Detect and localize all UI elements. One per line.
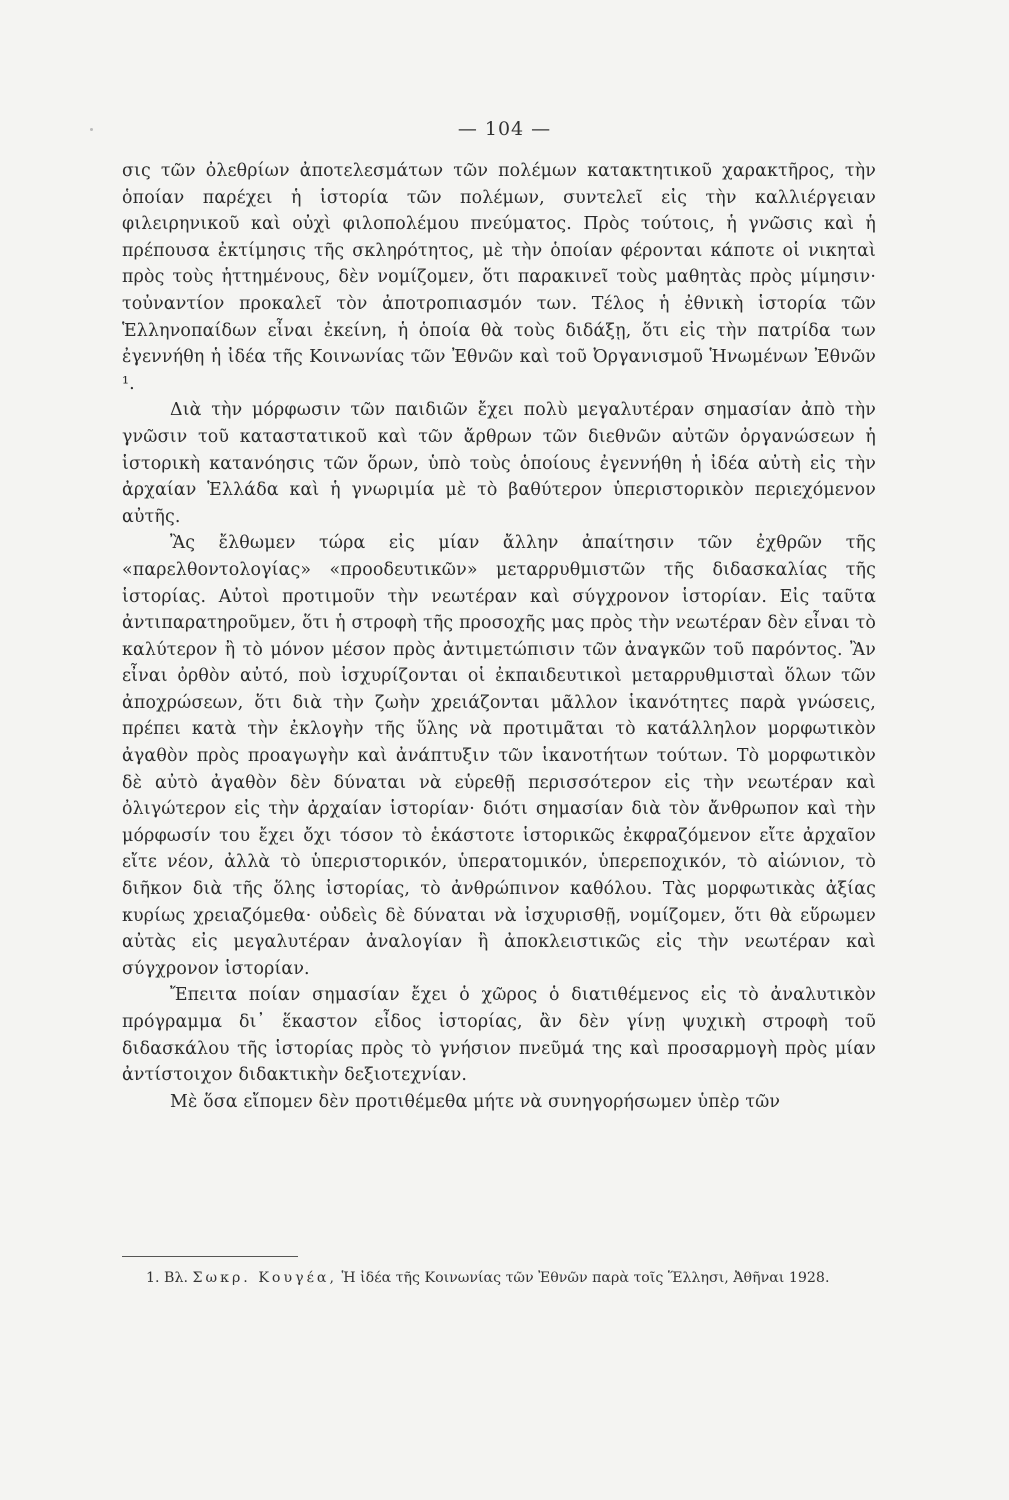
paragraph-1: σις τῶν ὀλεθρίων ἀποτελεσμάτων τῶν πολέμων κατακτητικοῦ χαρακτῆρος, τὴν ὁποίαν παρέχει ἡ ἱστορία τῶν πολέμων, συντελεῖ εἰς τὴν καλλιέργειαν φιλειρηνικοῦ καὶ οὐχὶ φιλοπολέμου πνεύματος. Πρὸς τούτοις, ἡ γνῶσις καὶ ἡ πρέπουσα ἐκτίμησις τῆς σκληρότητος, μὲ τὴν ὁποίαν φέρονται κάποτε οἱ νικηταὶ πρὸς τοὺς ἡττημένους, δὲν νομίζομεν, ὅτι παρακινεῖ τοὺς μαθητὰς πρὸς μίμησιν· τοὐναντίον προκαλεῖ τὸν ἀποτροπιασμόν των. Τέλος ἡ ἐθνικὴ ἱστορία τῶν Ἑλληνοπαίδων εἶναι ἐκείνη, ἡ ὁποία θὰ τοὺς διδάξῃ, ὅτι εἰς τὴν πατρίδα των ἐγεννήθη ἡ ἰδέα τῆς Κοινωνίας τῶν Ἐθνῶν καὶ τοῦ Ὀργανισμοῦ Ἡνωμένων Ἐθνῶν ¹. xyxy=(122,161,876,394)
paragraph-2: Διὰ τὴν μόρφωσιν τῶν παιδιῶν ἔχει πολὺ μεγαλυτέραν σημασίαν ἀπὸ τὴν γνῶσιν τοῦ καταστατικοῦ καὶ τῶν ἄρθρων τῶν διεθνῶν αὐτῶν ὀργανώσεων ἡ ἱστορικὴ κατανόησις τῶν ὅρων, ὑπὸ τοὺς ὁποίους ἐγεννήθη ἡ ἰδέα αὐτὴ εἰς τὴν ἀρχαίαν Ἑλλάδα καὶ ἡ γνωριμία μὲ τὸ βαθύτερον ὑπεριστορικὸν περιεχόμενον αὐτῆς. xyxy=(122,400,876,527)
body-text xyxy=(122,158,876,1115)
footnote-text: Ἡ ἰδέα τῆς Κοινωνίας τῶν Ἐθνῶν παρὰ τοῖς Ἕλλησι, Ἀθῆναι 1928. xyxy=(341,1270,830,1286)
footnote xyxy=(122,1267,876,1289)
footnote-divider xyxy=(122,1256,298,1257)
page-number: — 104 — xyxy=(457,118,552,140)
paragraph-4: Ἔπειτα ποίαν σημασίαν ἔχει ὁ χῶρος ὁ διατιθέμενος εἰς τὸ ἀναλυτικὸν πρόγραμμα δι᾿ ἕκαστον εἶδος ἱστορίας, ἂν δὲν γίνῃ ψυχικὴ στροφὴ τοῦ διδασκάλου τῆς ἱστορίας πρὸς τὸ γνήσιον πνεῦμά της καὶ προσαρμογὴ πρὸς μίαν ἀντίστοιχον διδακτικὴν δεξιοτεχνίαν. xyxy=(122,985,876,1086)
footnote-marker: 1. Βλ. xyxy=(146,1270,188,1286)
footnote-author: Σωκρ. Κουγέα, xyxy=(192,1270,338,1286)
paragraph-3: Ἂς ἔλθωμεν τώρα εἰς μίαν ἄλλην ἀπαίτησιν τῶν ἐχθρῶν τῆς «παρελθοντολογίας» «προοδευτικῶν» μεταρρυθμιστῶν τῆς διδασκαλίας τῆς ἱστορίας. Αὐτοὶ προτιμοῦν τὴν νεωτέραν καὶ σύγχρονον ἱστορίαν. Εἰς ταῦτα ἀντιπαρατηροῦμεν, ὅτι ἡ στροφὴ τῆς προσοχῆς μας πρὸς τὴν νεωτέραν δὲν εἶναι τὸ καλύτερον ἢ τὸ μόνον μέσον πρὸς ἀντιμετώπισιν τῶν ἀναγκῶν τοῦ παρόντος. Ἂν εἶναι ὀρθὸν αὐτό, ποὺ ἰσχυρίζονται οἱ ἐκπαιδευτικοὶ μεταρρυθμισταὶ ὅλων τῶν ἀποχρώσεων, ὅτι διὰ τὴν ζωὴν χρειάζονται μᾶλλον ἱκανότητες παρὰ γνώσεις, πρέπει κατὰ τὴν ἐκλογὴν τῆς ὕλης νὰ προτιμᾶται τὸ κατάλληλον μορφωτικὸν ἀγαθὸν πρὸς προαγωγὴν καὶ ἀνάπτυξιν τῶν ἱκανοτήτων τούτων. Τὸ μορφωτικὸν δὲ αὐτὸ ἀγαθὸν δὲν δύναται νὰ εὑρεθῇ περισσότερον εἰς τὴν νεωτέραν καὶ ὀλιγώτερον εἰς τὴν ἀρχαίαν ἱστορίαν· διότι σημασίαν διὰ τὸν ἄνθρωπον καὶ τὴν μόρφωσίν του ἔχει ὄχι τόσον τὸ ἑκάστοτε ἱστορικῶς ἐκφραζόμενον εἴτε ἀρχαῖον εἴτε νέον, ἀλλὰ τὸ ὑπεριστορικόν, ὑπερατομικόν, ὑπερεποχικόν, τὸ αἰώνιον, τὸ διῆκον διὰ τῆς ὅλης ἱστορίας, τὸ ἀνθρώπινον καθόλου. Τὰς μορφωτικὰς ἀξίας κυρίως χρειαζόμεθα· οὐδεὶς δὲ δύναται νὰ ἰσχυρισθῇ, νομίζομεν, ὅτι θὰ εὕρωμεν αὐτὰς εἰς μεγαλυτέραν ἀναλογίαν ἢ ἀποκλειστικῶς εἰς τὴν νεωτέραν καὶ σύγχρονον ἱστορίαν. xyxy=(122,533,876,979)
paragraph-5: Μὲ ὅσα εἴπομεν δὲν προτιθέμεθα μήτε νὰ συνηγορήσωμεν ὑπὲρ τῶν xyxy=(170,1091,781,1112)
